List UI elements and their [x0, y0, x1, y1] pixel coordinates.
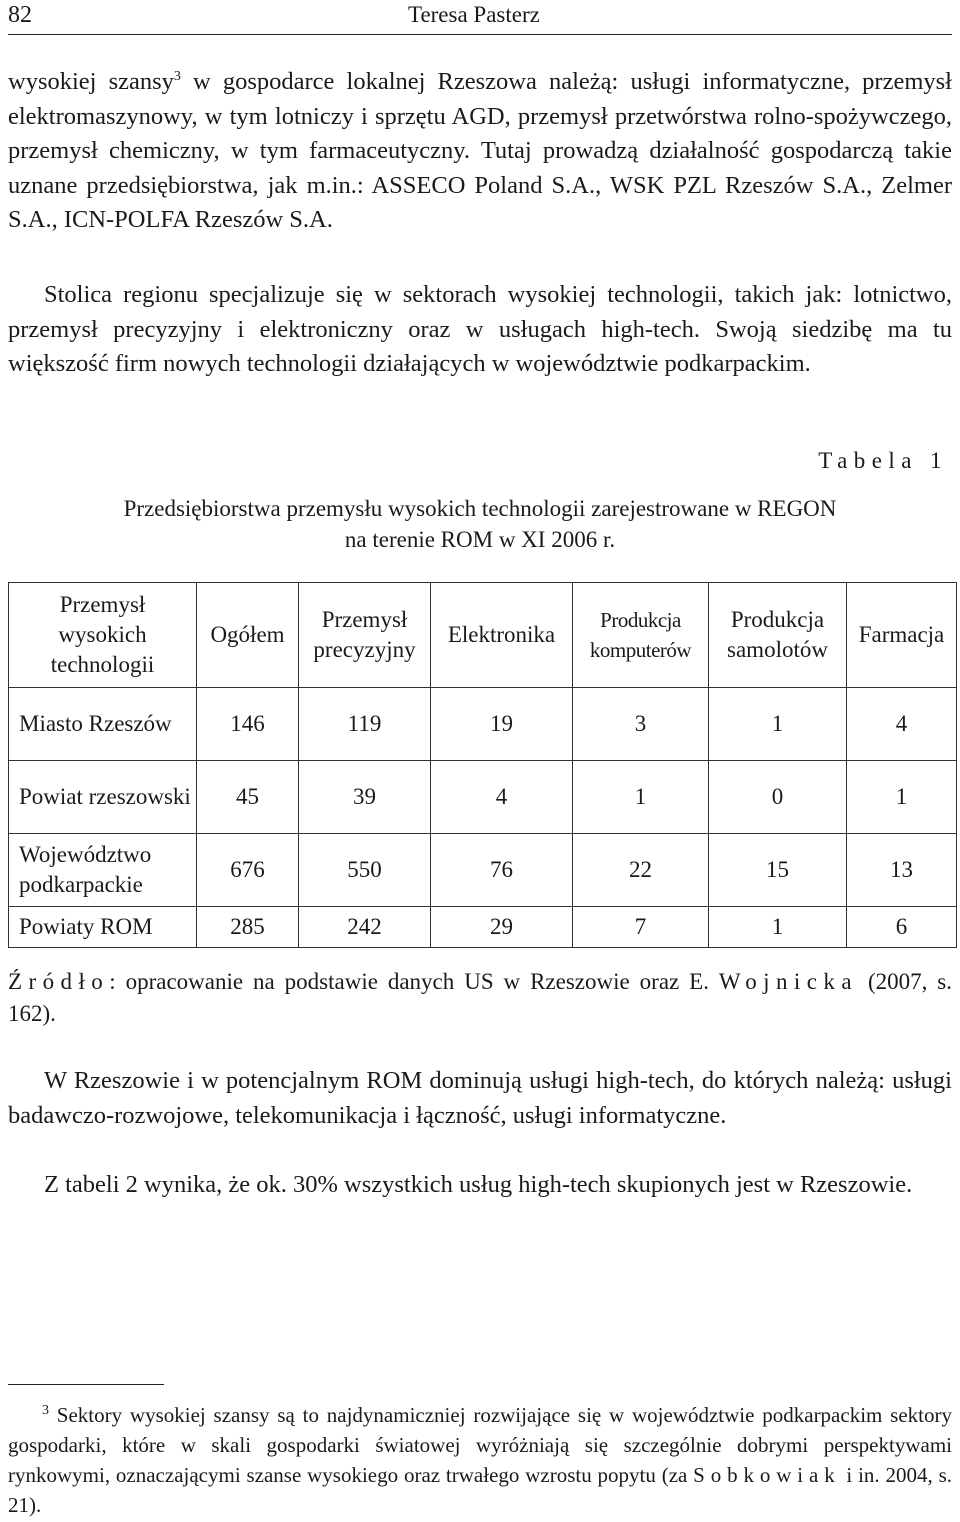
- table-cell: 285: [197, 907, 299, 948]
- table-cell: 1: [573, 761, 709, 834]
- table-row: [9, 761, 957, 834]
- table-cell: 6: [847, 907, 957, 948]
- table-cell: 19: [431, 688, 573, 761]
- row-header: Województwo podkarpackie: [9, 834, 197, 907]
- page-number: 82: [8, 2, 32, 28]
- source-text: : opracowanie na podstawie danych US w Rzeszowie oraz E.: [109, 969, 719, 994]
- table-title-line-1: Przedsiębiorstwa przemysłu wysokich technologii zarejestrowane w REGON: [123, 496, 837, 521]
- column-header: Przemysł precyzyjny: [299, 583, 431, 688]
- page-header: [8, 0, 952, 35]
- table-label: Tabela 1: [818, 448, 948, 473]
- table-cell: 1: [709, 907, 847, 948]
- para1-text-a: wysokiej szansy: [8, 68, 174, 95]
- table-cell: 146: [197, 688, 299, 761]
- table-cell: 13: [847, 834, 957, 907]
- footnote-text-a: Sektory wysokiej szansy są to najdynamiczniej rozwijające się w województwie podkarpackim sektory gospodarki, które w skali gospodarki światowej wyróżniają się szczególnie dobrymi perspektywami rynkowymi, oznaczającymi szanse wysokiego oraz trwałego wzrostu popytu (za: [8, 1403, 952, 1487]
- table-cell: 4: [847, 688, 957, 761]
- footnote: [8, 1400, 952, 1520]
- table-row: [9, 907, 957, 948]
- table-cell: 45: [197, 761, 299, 834]
- corner-header: Przemysł wysokich technologii: [9, 583, 197, 688]
- table-cell: 22: [573, 834, 709, 907]
- table-cell: 242: [299, 907, 431, 948]
- row-header: Miasto Rzeszów: [9, 688, 197, 761]
- table-cell: 4: [431, 761, 573, 834]
- footnote-number: 3: [42, 1403, 49, 1418]
- table-cell: 1: [709, 688, 847, 761]
- footnote-divider: [8, 1384, 164, 1385]
- row-header: Powiaty ROM: [9, 907, 197, 948]
- para2-text: Stolica regionu specjalizuje się w sektorach wysokiej technologii, takich jak: lotnictwo, przemysł precyzyjny i elektroniczny oraz w usługach high-tech. Swoją siedzibę ma tu większość firm nowych technologii działających w województwie podkarpackim.: [8, 281, 952, 377]
- column-header: Elektronika: [431, 583, 573, 688]
- body-paragraph-4: [8, 1168, 952, 1203]
- running-head: Teresa Pasterz: [408, 2, 540, 27]
- table-cell: 3: [573, 688, 709, 761]
- table-cell: 7: [573, 907, 709, 948]
- source-label: Źródło: [8, 969, 110, 994]
- data-table: [8, 582, 957, 948]
- table-cell: 0: [709, 761, 847, 834]
- table-cell: 29: [431, 907, 573, 948]
- row-header: Powiat rzeszowski: [9, 761, 197, 834]
- table-header-row: [9, 583, 957, 688]
- table-cell: 39: [299, 761, 431, 834]
- column-header: Produkcja komputerów: [573, 583, 709, 688]
- para4-text: Z tabeli 2 wynika, że ok. 30% wszystkich usług high-tech skupionych jest w Rzeszowie.: [44, 1171, 913, 1198]
- body-paragraph-1: [8, 65, 952, 238]
- table-row: [9, 834, 957, 907]
- table-cell: 550: [299, 834, 431, 907]
- column-header: Farmacja: [847, 583, 957, 688]
- body-paragraph-3: [8, 1064, 952, 1133]
- column-header: Produkcja samolotów: [709, 583, 847, 688]
- para3-text: W Rzeszowie i w potencjalnym ROM dominują usługi high-tech, do których należą: usługi badawczo-rozwojowe, telekomunikacja i łączność, usługi informatyczne.: [8, 1067, 952, 1129]
- table-cell: 676: [197, 834, 299, 907]
- table-source-note: [8, 966, 952, 1030]
- table-cell: 76: [431, 834, 573, 907]
- table-cell: 1: [847, 761, 957, 834]
- table-cell: 15: [709, 834, 847, 907]
- column-header: Ogółem: [197, 583, 299, 688]
- table-title-line-2: na terenie ROM w XI 2006 r.: [344, 527, 616, 552]
- footnote-author: Sobkowiak: [693, 1463, 841, 1487]
- table-row: [9, 688, 957, 761]
- footnote-reference[interactable]: 3: [173, 68, 181, 84]
- source-ref: (2007, s. 162).: [8, 969, 952, 1026]
- body-paragraph-2: [8, 278, 952, 382]
- para1-text-b: w gospodarce lokalnej Rzeszowa należą: usługi informatyczne, przemysł elektromaszynowy, w tym lotniczy i sprzętu AGD, przemysł przetwórstwa rolno-spożywczego, przemysł chemiczny, w tym farmaceutyczny. Tutaj prowadzą działalność gospodarczą takie uznane przedsiębiorstwa, jak m.in.: ASSECO Poland S.A., WSK PZL Rzeszów S.A., Zelmer S.A., ICN-POLFA Rzeszów S.A.: [8, 68, 952, 233]
- table-title: [0, 493, 960, 555]
- source-author: Wojnicka: [718, 969, 858, 994]
- table-cell: 119: [299, 688, 431, 761]
- footnote-text-b: i in. 2004, s. 21).: [8, 1463, 953, 1517]
